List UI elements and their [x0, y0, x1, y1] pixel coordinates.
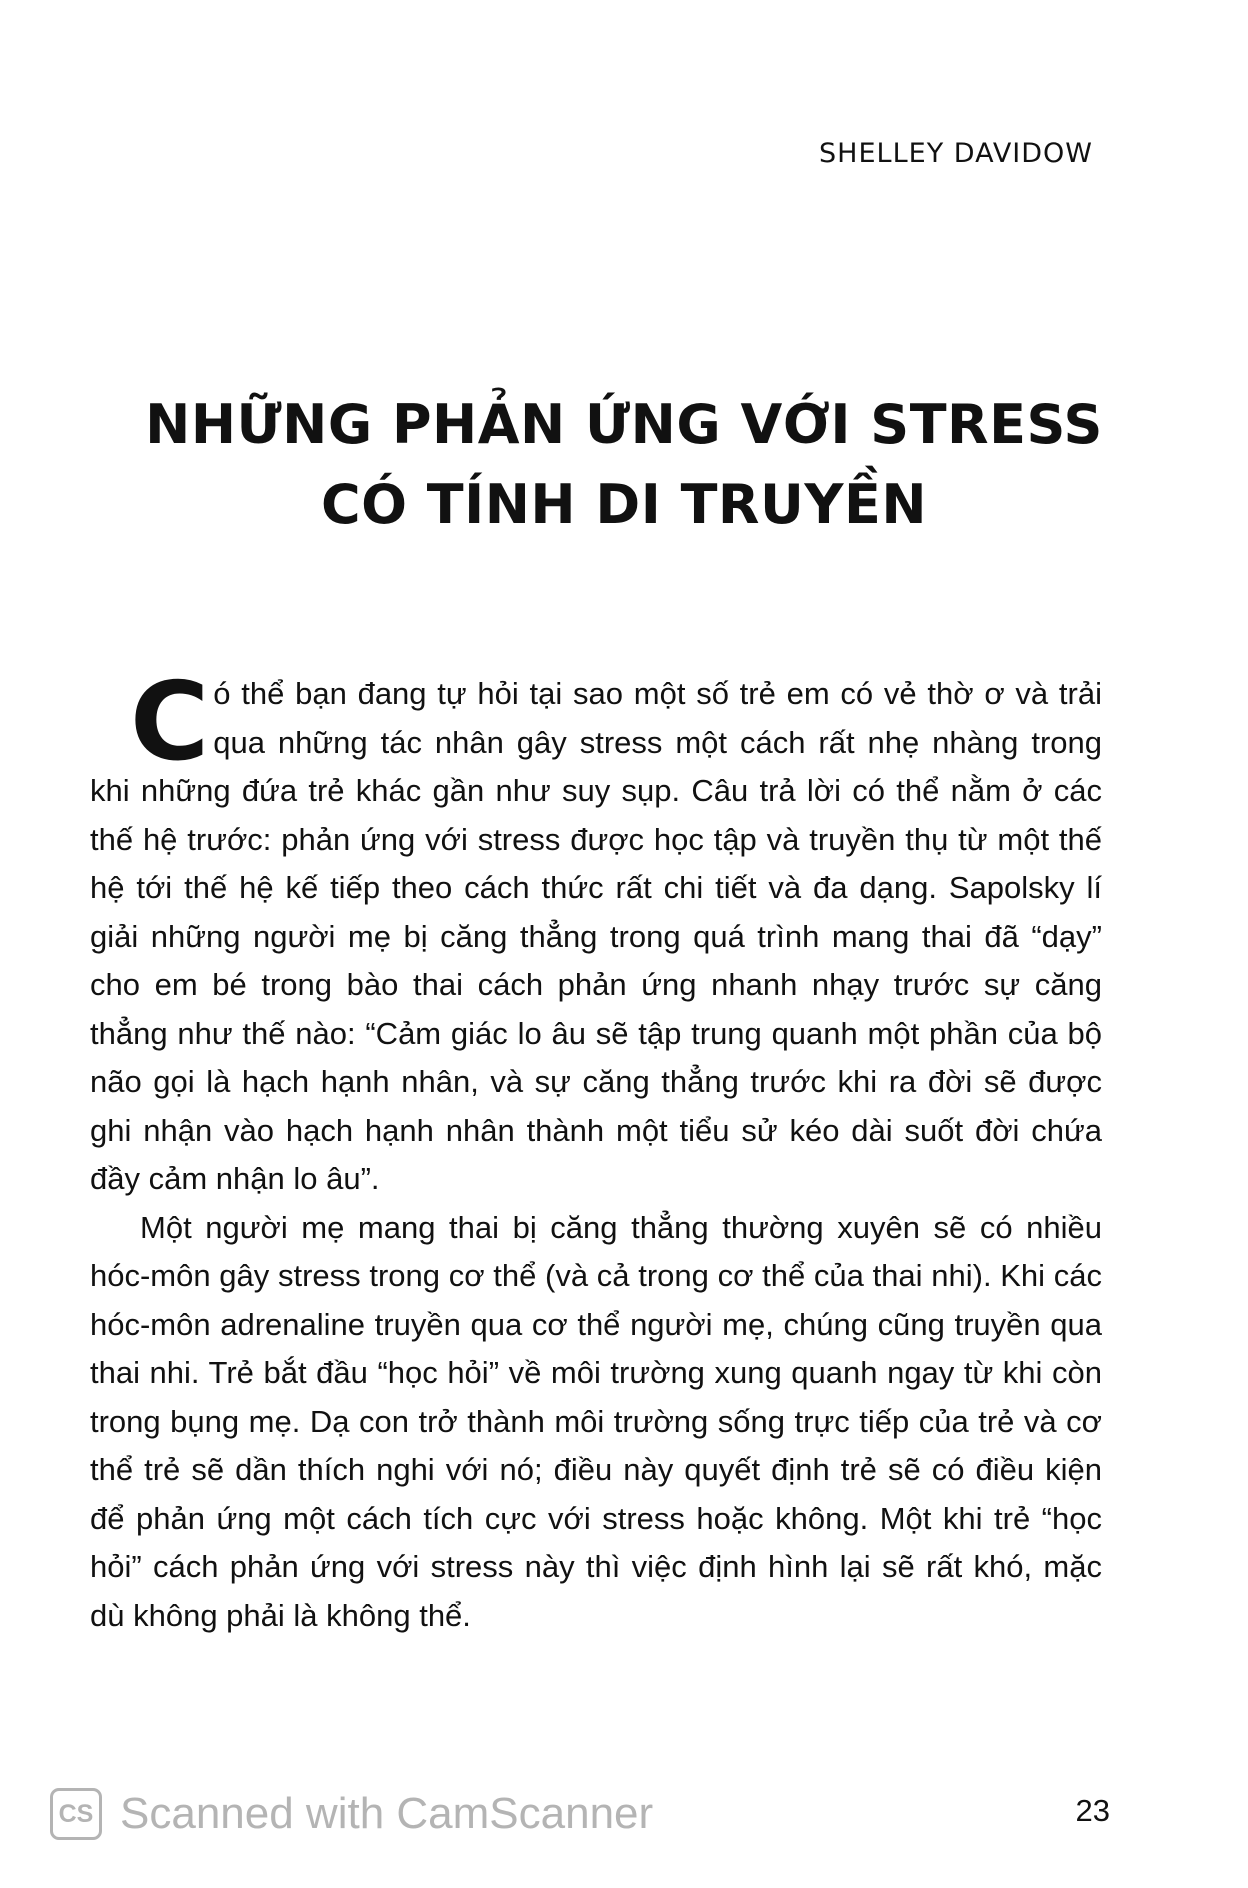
- page-number: 23: [1075, 1793, 1110, 1828]
- chapter-title-line-2: CÓ TÍNH DI TRUYỀN: [320, 473, 928, 536]
- chapter-title-line-1: NHỮNG PHẢN ỨNG VỚI STRESS: [145, 393, 1103, 456]
- running-header-author: SHELLEY DAVIDOW: [819, 138, 1093, 169]
- paragraph-1: [90, 660, 1102, 1204]
- body-text: [90, 660, 1102, 1640]
- chapter-title: [100, 385, 1148, 545]
- paragraph-1-text: ó thể bạn đang tự hỏi tại sao một số trẻ em có vẻ thờ ơ và trải qua những tác nhân gây stress một cách rất nhẹ nhàng trong khi những đứa trẻ khác gần như suy sụp. Câu trả lời có thể nằm ở các thế hệ trước: phản ứng với stress được học tập và truyền thụ từ một thế hệ tới thế hệ kế tiếp theo cách thức rất chi tiết và đa dạng. Sapolsky lí giải những người mẹ bị căng thẳng trong quá trình mang thai đã “dạy” cho em bé trong bào thai cách phản ứng nhanh nhạy trước sự căng thẳng như thế nào: “Cảm giác lo âu sẽ tập trung quanh một phần của bộ não gọi là hạch hạnh nhân, và sự căng thẳng trước khi ra đời sẽ được ghi nhận vào hạch hạnh nhân thành một tiểu sử kéo dài suốt đời chứa đầy cảm nhận lo âu”.: [90, 676, 1102, 1196]
- camscanner-text: Scanned with CamScanner: [120, 1789, 654, 1838]
- paragraph-2: Một người mẹ mang thai bị căng thẳng thường xuyên sẽ có nhiều hóc-môn gây stress trong cơ thể (và cả trong cơ thể của thai nhi). Khi các hóc-môn adrenaline truyền qua cơ thể người mẹ, chúng cũng truyền qua thai nhi. Trẻ bắt đầu “học hỏi” về môi trường xung quanh ngay từ khi còn trong bụng mẹ. Dạ con trở thành môi trường sống trực tiếp của trẻ và cơ thể trẻ sẽ dần thích nghi với nó; điều này quyết định trẻ sẽ có điều kiện để phản ứng một cách tích cực với stress hoặc không. Một khi trẻ “học hỏi” cách phản ứng với stress này thì việc định hình lại sẽ rất khó, mặc dù không phải là không thể.: [90, 1209, 1102, 1633]
- drop-cap: C: [130, 660, 210, 785]
- camscanner-logo-icon: CS: [50, 1788, 102, 1840]
- camscanner-watermark: [50, 1788, 653, 1840]
